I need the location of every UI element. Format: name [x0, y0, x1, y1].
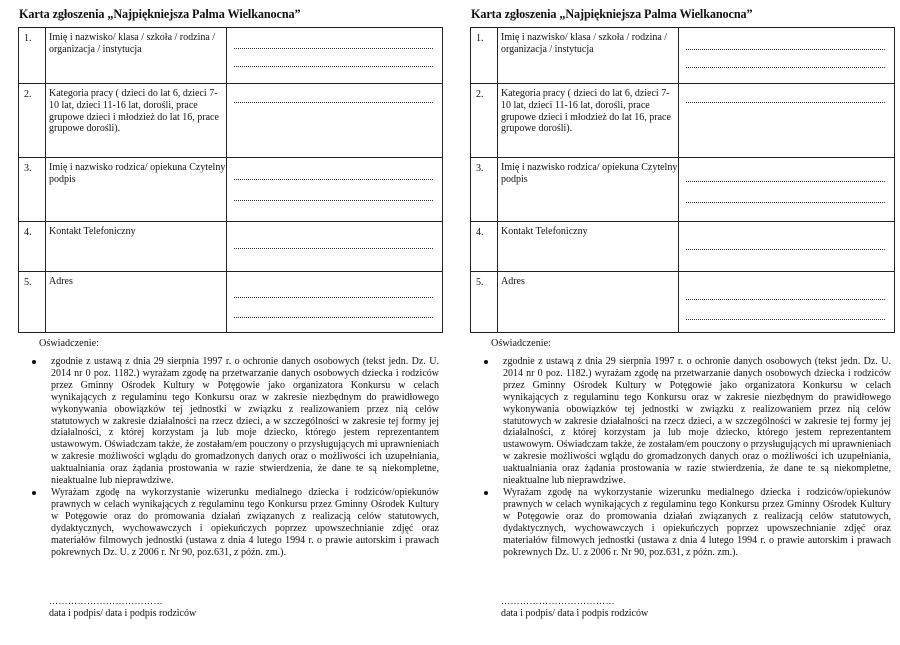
form-row	[19, 28, 443, 84]
dotted-line	[686, 49, 885, 50]
row-number: 5.	[471, 272, 498, 333]
row-number: 3.	[19, 158, 46, 222]
dotted-line	[686, 181, 885, 182]
row-label: Imię i nazwisko/ klasa / szkoła / rodzina / organizacja / instytucja	[498, 28, 679, 84]
row-number: 1.	[471, 28, 498, 84]
dotted-line	[686, 202, 885, 203]
row-label: Imię i nazwisko/ klasa / szkoła / rodzina / organizacja / instytucja	[46, 28, 227, 84]
card-title: Karta zgłoszenia „Najpiękniejsza Palma Wielkanocna”	[19, 7, 301, 21]
form-row	[471, 158, 895, 222]
dotted-line	[234, 200, 433, 201]
row-label: Adres	[46, 272, 227, 333]
row-label: Imię i nazwisko rodzica/ opiekuna Czytelny podpis	[498, 158, 679, 222]
bullet-icon	[484, 491, 488, 495]
declaration-text: zgodnie z ustawą z dnia 29 sierpnia 1997 r. o ochronie danych osobowych (tekst jedn. Dz. U. 2014 nr 0 poz. 1182.) wyrażam zgodę na przetwarzanie danych osobowych dziecka i rodziców przez Gminny Ośrodek Kultury w Potęgowie jako organizatora Konkursu w celach wynikających z regulaminu tego Konkursu oraz w zakresie niezbędnym do prawidłowego wykonywania obowiązków tej jednostki w związku z realizowaniem przez nią celów statutowych w zakresie działalności na rzecz dzieci, a w szczególności w zakresie tej formy jej działalności, z której korzystam ja lub moje dziecko, którego jestem reprezentantem ustawowym. Oświadczam także, że zostałam/em pouczony o przysługujących mi uprawnieniach w zakresie możliwości wglądu do gromadzonych danych oraz o możliwości ich uzupełniania, uaktualniania oraz żądania prostowania w razie stwierdzenia, że dane te są niekompletne, nieaktualne lub nieprawdziwe.	[503, 356, 891, 487]
dotted-line	[234, 102, 433, 103]
list-item	[32, 356, 439, 487]
fill-in-field[interactable]	[227, 84, 443, 158]
row-number: 2.	[471, 84, 498, 158]
form-row	[471, 272, 895, 333]
bullet-icon	[32, 360, 36, 364]
row-number: 5.	[19, 272, 46, 333]
declaration-list	[32, 356, 439, 558]
dotted-line	[686, 319, 885, 320]
form-row	[19, 272, 443, 333]
row-number: 2.	[19, 84, 46, 158]
row-label: Adres	[498, 272, 679, 333]
fill-in-field[interactable]	[679, 222, 895, 272]
entry-form-table	[470, 27, 895, 333]
declaration-list	[484, 356, 891, 558]
form-row	[19, 84, 443, 158]
entry-form-table	[18, 27, 443, 333]
list-item	[484, 356, 891, 487]
declaration-text: Wyrażam zgodę na wykorzystanie wizerunku medialnego dziecka i rodziców/opiekunów prawnych w celach wynikających z regulaminu tego Konkursu przez Gminny Ośrodek Kultury w Potęgowie oraz do promowania działań związanych z realizacją celów statutowych, dydaktycznych, wychowawczych i opiekuńczych poprzez upowszechnianie zdjęć oraz materiałów filmowych jednostki (ustawa z dnia 4 lutego 1994 r. o prawie autorskim i prawach pokrewnych Dz. U. z 2006 r. Nr 90, poz.631, z późn. zm.).	[51, 486, 439, 558]
declaration-text: Wyrażam zgodę na wykorzystanie wizerunku medialnego dziecka i rodziców/opiekunów prawnych w celach wynikających z regulaminu tego Konkursu przez Gminny Ośrodek Kultury w Potęgowie oraz do promowania działań związanych z realizacją celów statutowych, dydaktycznych, wychowawczych i opiekuńczych poprzez upowszechnianie zdjęć oraz materiałów filmowych jednostki (ustawa z dnia 4 lutego 1994 r. o prawie autorskim i prawach pokrewnych Dz. U. z 2006 r. Nr 90, poz.631, z późn. zm.).	[503, 486, 891, 558]
fill-in-field[interactable]	[227, 272, 443, 333]
dotted-line	[234, 248, 433, 249]
signature-label: data i podpis/ data i podpis rodziców	[501, 608, 649, 619]
row-label: Kontakt Telefoniczny	[498, 222, 679, 272]
dotted-line	[686, 102, 885, 103]
fill-in-field[interactable]	[679, 158, 895, 222]
signature-label: data i podpis/ data i podpis rodziców	[49, 608, 197, 619]
fill-in-field[interactable]	[679, 84, 895, 158]
list-item	[32, 487, 439, 558]
form-row	[19, 222, 443, 272]
fill-in-field[interactable]	[227, 158, 443, 222]
card-title: Karta zgłoszenia „Najpiękniejsza Palma Wielkanocna”	[471, 7, 753, 21]
row-label: Kategoria pracy ( dzieci do lat 6, dzieci 7-10 lat, dzieci 11-16 lat, dorośli, prace grupowe dzieci i młodzież do lat 16, prace grupowe dorośli).	[46, 84, 227, 158]
dotted-line	[686, 249, 885, 250]
declaration-text: zgodnie z ustawą z dnia 29 sierpnia 1997 r. o ochronie danych osobowych (tekst jedn. Dz. U. 2014 nr 0 poz. 1182.) wyrażam zgodę na przetwarzanie danych osobowych dziecka i rodziców przez Gminny Ośrodek Kultury w Potęgowie jako organizatora Konkursu w celach wynikających z regulaminu tego Konkursu oraz w zakresie niezbędnym do prawidłowego wykonywania obowiązków tej jednostki w związku z realizowaniem przez nią celów statutowych w zakresie działalności na rzecz dzieci, a w szczególności w zakresie tej formy jej działalności, z której korzystam ja lub moje dziecko, którego jestem reprezentantem ustawowym. Oświadczam także, że zostałam/em pouczony o przysługujących mi uprawnieniach w zakresie możliwości wglądu do gromadzonych danych oraz o możliwości ich uzupełniania, uaktualniania oraz żądania prostowania w razie stwierdzenia, że dane te są niekompletne, nieaktualne lub nieprawdziwe.	[51, 356, 439, 487]
fill-in-field[interactable]	[227, 222, 443, 272]
signature-line[interactable]: ………………………………	[49, 596, 163, 606]
dotted-line	[686, 299, 885, 300]
row-label: Kategoria pracy ( dzieci do lat 6, dzieci 7-10 lat, dzieci 11-16 lat, dorośli, prace grupowe dzieci i młodzież do lat 16, prace grupowe dorośli).	[498, 84, 679, 158]
fill-in-field[interactable]	[227, 28, 443, 84]
dotted-line	[234, 179, 433, 180]
form-row	[471, 28, 895, 84]
declaration-heading: Oświadczenie:	[491, 338, 551, 349]
dotted-line	[234, 317, 433, 318]
dotted-line	[686, 67, 885, 68]
fill-in-field[interactable]	[679, 28, 895, 84]
form-row	[471, 84, 895, 158]
dotted-line	[234, 297, 433, 298]
dotted-line	[234, 66, 433, 67]
bullet-icon	[32, 491, 36, 495]
list-item	[484, 487, 891, 558]
row-label: Imię i nazwisko rodzica/ opiekuna Czytelny podpis	[46, 158, 227, 222]
declaration-heading: Oświadczenie:	[39, 338, 99, 349]
fill-in-field[interactable]	[679, 272, 895, 333]
form-row	[471, 222, 895, 272]
bullet-icon	[484, 360, 488, 364]
dotted-line	[234, 48, 433, 49]
form-row	[19, 158, 443, 222]
row-number: 4.	[19, 222, 46, 272]
row-number: 4.	[471, 222, 498, 272]
signature-line[interactable]: ………………………………	[501, 596, 615, 606]
row-number: 1.	[19, 28, 46, 84]
row-number: 3.	[471, 158, 498, 222]
row-label: Kontakt Telefoniczny	[46, 222, 227, 272]
